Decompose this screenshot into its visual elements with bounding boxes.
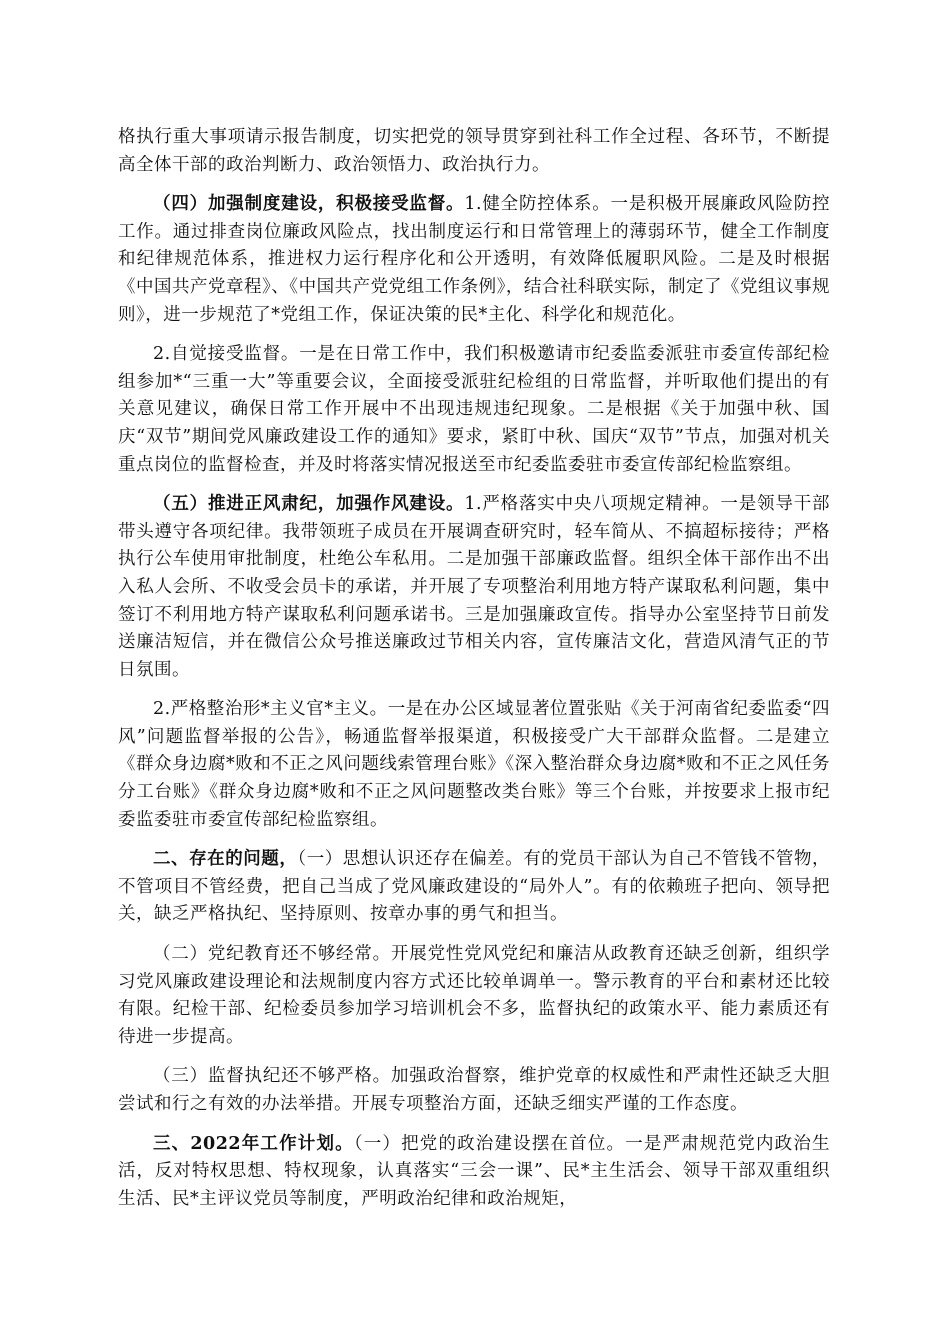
paragraph-5-text: 2.严格整治形*主义官*主义。一是在办公区域显著位置张贴《关于河南省纪委监委“四风”问题监督举报的公告》，畅通监督举报渠道，积极接受广大干部群众监督。二是建立《群众身边腐*败和不正之风问题线索管理台账》《深入整治群众身边腐*败和不正之风任务分工台账》《群众身边腐*败和不正之风问题整改类台账》等三个台账，并按要求上报市纪委监委驻市委宣传部纪检监察组。 [118,699,830,830]
paragraph-7-text: （二）党纪教育还不够经常。开展党性党风党纪和廉洁从政教育还缺乏创新，组织学习党风廉政建设理论和法规制度内容方式还比较单调单一。警示教育的平台和素材还比较有限。纪检干部、纪检委员参加学习培训机会不多，监督执纪的政策水平、能力素质还有待进一步提高。 [118,944,830,1047]
paragraph-2-text: 1.健全防控体系。一是积极开展廉政风险防控工作。通过排查岗位廉政风险点，找出制度运行和日常管理上的薄弱环节，健全工作制度和纪律规范体系，推进权力运行程序化和公开透明，有效降低履职风险。二是及时根据《中国共产党章程》、《中国共产党党组工作条例》，结合社科联实际，制定了《党组议事规则》，进一步规范了*党组工作，保证决策的民*主化、科学化和规范化。 [118,194,831,325]
paragraph-6-text: （一）思想认识还存在偏差。有的党员干部认为自己不管钱不管物，不管项目不管经费，把自己当成了党风廉政建设的“局外人”。有的依赖班子把向、领导把关，缺乏严格执纪、坚持原则、按章办事的勇气和担当。 [118,849,831,925]
document-body [118,124,830,1225]
paragraph-3-text: 2.自觉接受监督。一是在日常工作中，我们积极邀请市纪委监委派驻市委宣传部纪检组参加*“三重一大”等重要会议，全面接受派驻纪检组的日常监督，并听取他们提出的有关意见建议，确保日常工作开展中不出现违规违纪现象。二是根据《关于加强中秋、国庆“双节”期间党风廉政建设工作的通知》要求，紧盯中秋、国庆“双节”节点，加强对机关重点岗位的监督检查，并及时将落实情况报送至市纪委监委驻市委宣传部纪检监察组。 [118,344,830,475]
paragraph-1-text: 格执行重大事项请示报告制度，切实把党的领导贯穿到社科工作全过程、各环节，不断提高全体干部的政治判断力、政治领悟力、政治执行力。 [118,127,830,175]
paragraph-2-lead: （四）加强制度建设，积极接受监督。 [153,194,465,215]
paragraph-3 [118,341,830,479]
paragraph-8 [118,1063,830,1118]
paragraph-1 [118,124,830,179]
paragraph-8-text: （三）监督执纪还不够严格。加强政治督察，维护党章的权威性和严肃性还缺乏大胆尝试和行之有效的办法举措。开展专项整治方面，还缺乏细实严谨的工作态度。 [118,1066,830,1114]
paragraph-2 [118,191,830,329]
paragraph-6-lead: 二、存在的问题， [153,849,298,870]
paragraph-7 [118,941,830,1051]
paragraph-5 [118,696,830,834]
paragraph-9 [118,1131,830,1214]
paragraph-4 [118,491,830,684]
paragraph-4-text: 1.严格落实中央八项规定精神。一是领导干部带头遵守各项纪律。我带领班子成员在开展调查研究时，轻车简从、不搞超标接待；严格执行公车使用审批制度，杜绝公车私用。二是加强干部廉政监督。组织全体干部作出不出入私人会所、不收受会员卡的承诺，并开展了专项整治利用地方特产谋取私利问题，集中签订不利用地方特产谋取私利问题承诺书。三是加强廉政宣传。指导办公室坚持节日前发送廉洁短信，并在微信公众号推送廉政过节相关内容，宣传廉洁文化，营造风清气正的节日氛围。 [118,494,831,680]
paragraph-6 [118,846,830,929]
paragraph-9-lead: 三、2022年工作计划。 [153,1133,354,1154]
paragraph-9-text: （一）把党的政治建设摆在首位。一是严肃规范党内政治生活，反对特权思想、特权现象，认真落实“三会一课”、民*主生活会、领导干部双重组织生活、民*主评议党员等制度，严明政治纪律和政治规矩， [118,1133,830,1209]
paragraph-4-lead: （五）推进正风肃纪，加强作风建设。 [153,494,465,515]
